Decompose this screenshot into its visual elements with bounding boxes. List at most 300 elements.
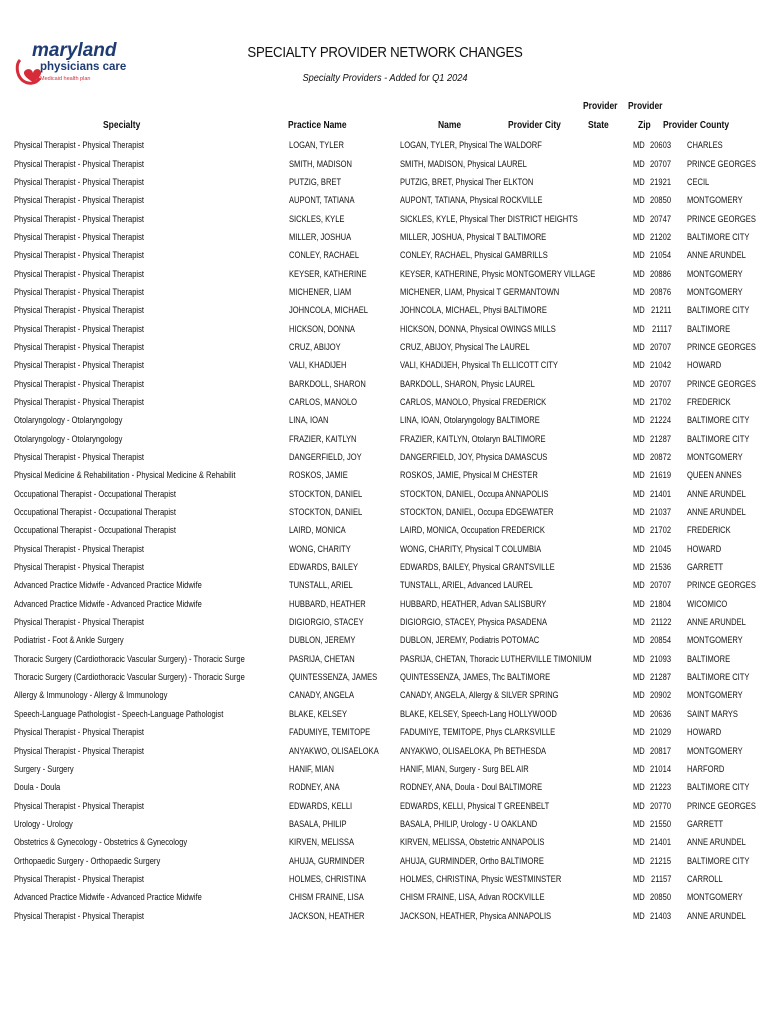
county-cell-text: WICOMICO [687, 598, 728, 609]
practice-name-cell [289, 760, 400, 778]
county-cell [675, 558, 770, 576]
name-city-cell [400, 576, 633, 594]
practice-name-cell [289, 209, 400, 227]
name-city-cell [400, 411, 633, 429]
state-cell-text: MD [632, 195, 645, 206]
name-city-cell [400, 301, 633, 319]
name-city-cell [400, 851, 633, 869]
name-city-cell-text: STOCKTON, DANIEL, Occupa ANNAPOLIS [400, 488, 549, 499]
name-city-cell-text: JACKSON, HEATHER, Physica ANNAPOLIS [400, 910, 552, 921]
zip-cell [649, 540, 676, 558]
zip-cell [649, 906, 676, 924]
zip-cell-text: 21042 [650, 360, 672, 371]
specialty-cell-text: Occupational Therapist - Occupational Therapist [14, 507, 176, 518]
table-row [14, 705, 770, 723]
zip-cell [649, 191, 676, 209]
name-city-cell-text: LOGAN, TYLER, Physical The WALDORF [400, 140, 543, 151]
provider-table [14, 136, 770, 925]
zip-cell [649, 888, 676, 906]
practice-name-cell [289, 595, 400, 613]
practice-name-cell [289, 264, 400, 282]
name-city-cell [400, 521, 633, 539]
county-cell [675, 778, 770, 796]
zip-cell [649, 595, 676, 613]
state-cell [633, 521, 649, 539]
state-cell-text: MD [632, 378, 645, 389]
specialty-cell [14, 631, 289, 649]
state-cell-text: MD [632, 305, 645, 316]
zip-cell-text: 21054 [650, 250, 672, 261]
specialty-cell [14, 613, 289, 631]
state-cell [633, 595, 649, 613]
name-city-cell-text: JOHNCOLA, MICHAEL, Physi BALTIMORE [400, 305, 548, 316]
table-row [14, 668, 770, 686]
specialty-cell [14, 173, 289, 191]
practice-name-cell-text: AUPONT, TATIANA [288, 195, 355, 206]
state-cell-text: MD [632, 341, 645, 352]
practice-name-cell-text: ANYAKWO, OLISAELOKA [288, 745, 379, 756]
county-cell-text: PRINCE GEORGES [687, 341, 757, 352]
practice-name-cell [289, 228, 400, 246]
name-city-cell [400, 778, 633, 796]
county-cell [675, 906, 770, 924]
name-city-cell [400, 430, 633, 448]
specialty-cell [14, 870, 289, 888]
specialty-cell [14, 760, 289, 778]
state-cell [633, 173, 649, 191]
state-cell-text: MD [632, 635, 645, 646]
specialty-cell [14, 393, 289, 411]
table-row [14, 191, 770, 209]
zip-cell [649, 393, 676, 411]
zip-cell [649, 209, 676, 227]
zip-cell-text: 21702 [650, 525, 672, 536]
specialty-cell-text: Physical Therapist - Physical Therapist [14, 617, 144, 628]
county-cell-text: FREDERICK [687, 525, 732, 536]
header-practice-name: Practice Name [288, 120, 347, 131]
state-cell [633, 430, 649, 448]
name-city-cell-text: ROSKOS, JAMIE, Physical M CHESTER [400, 470, 538, 481]
specialty-cell [14, 301, 289, 319]
name-city-cell [400, 595, 633, 613]
practice-name-cell [289, 466, 400, 484]
county-cell [675, 136, 770, 154]
state-cell-text: MD [632, 837, 645, 848]
state-cell-text: MD [632, 360, 645, 371]
specialty-cell-text: Urology - Urology [14, 818, 73, 829]
name-city-cell [400, 209, 633, 227]
zip-cell-text: 21122 [651, 617, 672, 628]
county-cell [675, 338, 770, 356]
name-city-cell-text: DIGIORGIO, STACEY, Physica PASADENA [400, 617, 548, 628]
state-cell-text: MD [632, 213, 645, 224]
practice-name-cell [289, 558, 400, 576]
table-row [14, 319, 770, 337]
specialty-cell-text: Physical Therapist - Physical Therapist [14, 213, 144, 224]
zip-cell [649, 136, 676, 154]
table-row [14, 760, 770, 778]
state-cell [633, 760, 649, 778]
practice-name-cell [289, 191, 400, 209]
specialty-cell-text: Advanced Practice Midwife - Advanced Practice Midwife [14, 580, 202, 591]
table-row [14, 870, 770, 888]
name-city-cell-text: AHUJA, GURMINDER, Ortho BALTIMORE [400, 855, 545, 866]
county-cell-text: HOWARD [687, 543, 722, 554]
county-cell [675, 466, 770, 484]
specialty-cell-text: Physical Therapist - Physical Therapist [14, 378, 144, 389]
county-cell [675, 283, 770, 301]
practice-name-cell [289, 319, 400, 337]
specialty-cell [14, 430, 289, 448]
county-cell-text: GARRETT [687, 562, 724, 573]
county-cell-text: PRINCE GEORGES [687, 213, 757, 224]
state-cell-text: MD [632, 690, 645, 701]
state-cell-text: MD [632, 708, 645, 719]
specialty-cell-text: Physical Therapist - Physical Therapist [14, 745, 144, 756]
practice-name-cell [289, 650, 400, 668]
logo-wordmark-maryland: maryland [32, 40, 117, 61]
practice-name-cell-text: EDWARDS, KELLI [288, 800, 352, 811]
specialty-cell-text: Otolaryngology - Otolaryngology [14, 415, 123, 426]
table-row [14, 778, 770, 796]
name-city-cell [400, 760, 633, 778]
state-cell [633, 870, 649, 888]
county-cell-text: PRINCE GEORGES [687, 378, 757, 389]
specialty-cell [14, 246, 289, 264]
state-cell [633, 264, 649, 282]
name-city-cell-text: SICKLES, KYLE, Physical Ther DISTRICT HEIGHTS [400, 213, 579, 224]
practice-name-cell [289, 448, 400, 466]
zip-cell-text: 20707 [650, 378, 672, 389]
zip-cell [649, 870, 676, 888]
specialty-cell [14, 485, 289, 503]
practice-name-cell-text: DIGIORGIO, STACEY [288, 617, 364, 628]
practice-name-cell-text: BLAKE, KELSEY [288, 708, 347, 719]
county-cell [675, 870, 770, 888]
table-row [14, 264, 770, 282]
table-row [14, 485, 770, 503]
county-cell-text: BALTIMORE CITY [687, 433, 750, 444]
practice-name-cell-text: KEYSER, KATHERINE [288, 268, 367, 279]
practice-name-cell-text: CRUZ, ABIJOY [288, 341, 341, 352]
zip-cell [649, 430, 676, 448]
practice-name-cell-text: LINA, IOAN [288, 415, 329, 426]
state-cell [633, 338, 649, 356]
county-cell-text: ANNE ARUNDEL [687, 488, 747, 499]
state-cell-text: MD [632, 873, 645, 884]
specialty-cell-text: Physical Therapist - Physical Therapist [14, 195, 144, 206]
practice-name-cell [289, 485, 400, 503]
table-row [14, 411, 770, 429]
state-cell-text: MD [632, 745, 645, 756]
county-cell-text: BALTIMORE CITY [687, 305, 750, 316]
specialty-cell-text: Physical Therapist - Physical Therapist [14, 452, 144, 463]
zip-cell-text: 21211 [651, 305, 672, 316]
practice-name-cell [289, 741, 400, 759]
zip-cell-text: 21804 [650, 598, 672, 609]
specialty-cell [14, 411, 289, 429]
zip-cell [649, 631, 676, 649]
specialty-cell-text: Physical Therapist - Physical Therapist [14, 158, 144, 169]
practice-name-cell-text: STOCKTON, DANIEL [288, 507, 363, 518]
county-cell [675, 374, 770, 392]
specialty-cell [14, 796, 289, 814]
name-city-cell [400, 613, 633, 631]
header-provider-county: Provider County [663, 120, 730, 131]
practice-name-cell-text: MILLER, JOSHUA [288, 231, 351, 242]
specialty-cell-text: Physical Therapist - Physical Therapist [14, 800, 144, 811]
state-cell-text: MD [632, 580, 645, 591]
zip-cell [649, 778, 676, 796]
practice-name-cell [289, 576, 400, 594]
specialty-cell [14, 209, 289, 227]
specialty-cell [14, 888, 289, 906]
practice-name-cell-text: WONG, CHARITY [288, 543, 351, 554]
zip-cell [649, 686, 676, 704]
specialty-cell [14, 595, 289, 613]
county-cell [675, 448, 770, 466]
specialty-cell-text: Physical Therapist - Physical Therapist [14, 323, 144, 334]
county-cell [675, 521, 770, 539]
practice-name-cell [289, 356, 400, 374]
specialty-cell-text: Allergy & Immunology - Allergy & Immunology [14, 690, 168, 701]
state-cell [633, 851, 649, 869]
table-row [14, 393, 770, 411]
county-cell-text: ANNE ARUNDEL [687, 837, 747, 848]
name-city-cell [400, 705, 633, 723]
zip-cell [649, 668, 676, 686]
county-cell-text: HOWARD [687, 360, 722, 371]
state-cell [633, 374, 649, 392]
county-cell [675, 576, 770, 594]
county-cell [675, 595, 770, 613]
state-cell [633, 485, 649, 503]
specialty-cell [14, 778, 289, 796]
zip-cell [649, 705, 676, 723]
county-cell [675, 888, 770, 906]
practice-name-cell-text: BARKDOLL, SHARON [288, 378, 366, 389]
zip-cell [649, 851, 676, 869]
name-city-cell [400, 485, 633, 503]
county-cell-text: PRINCE GEORGES [687, 580, 757, 591]
practice-name-cell-text: LOGAN, TYLER [288, 140, 344, 151]
state-cell [633, 466, 649, 484]
name-city-cell [400, 723, 633, 741]
table-row [14, 686, 770, 704]
practice-name-cell-text: FADUMIYE, TEMITOPE [288, 727, 370, 738]
county-cell-text: HOWARD [687, 727, 722, 738]
zip-cell-text: 20854 [650, 635, 672, 646]
state-cell [633, 833, 649, 851]
zip-cell [649, 264, 676, 282]
table-row [14, 631, 770, 649]
table-row [14, 209, 770, 227]
name-city-cell [400, 448, 633, 466]
specialty-cell-text: Advanced Practice Midwife - Advanced Practice Midwife [14, 892, 202, 903]
practice-name-cell-text: HOLMES, CHRISTINA [288, 873, 366, 884]
county-cell-text: CHARLES [687, 140, 724, 151]
name-city-cell-text: RODNEY, ANA, Doula - Doul BALTIMORE [400, 782, 543, 793]
practice-name-cell-text: DUBLON, JEREMY [288, 635, 356, 646]
practice-name-cell [289, 796, 400, 814]
name-city-cell-text: FADUMIYE, TEMITOPE, Phys CLARKSVILLE [400, 727, 556, 738]
specialty-cell [14, 448, 289, 466]
practice-name-cell [289, 906, 400, 924]
state-cell-text: MD [632, 415, 645, 426]
zip-cell-text: 21117 [651, 323, 672, 334]
state-cell-text: MD [632, 617, 645, 628]
state-cell-text: MD [632, 910, 645, 921]
zip-cell-text: 21215 [650, 855, 672, 866]
county-cell [675, 760, 770, 778]
specialty-cell-text: Thoracic Surgery (Cardiothoracic Vascular Surgery) - Thoracic Surge [14, 653, 245, 664]
specialty-cell [14, 723, 289, 741]
state-cell [633, 705, 649, 723]
practice-name-cell [289, 154, 400, 172]
zip-cell [649, 558, 676, 576]
table-row [14, 521, 770, 539]
zip-cell [649, 466, 676, 484]
practice-name-cell-text: CHISM FRAINE, LISA [288, 892, 364, 903]
specialty-cell [14, 283, 289, 301]
page-subtitle: Specialty Providers - Added for Q1 2024 [302, 72, 468, 84]
practice-name-cell-text: VALI, KHADIJEH [288, 360, 347, 371]
name-city-cell-text: QUINTESSENZA, JAMES, Thc BALTIMORE [400, 672, 551, 683]
zip-cell-text: 21157 [651, 873, 672, 884]
specialty-cell-text: Podiatrist - Foot & Ankle Surgery [14, 635, 124, 646]
table-row [14, 796, 770, 814]
name-city-cell [400, 319, 633, 337]
county-cell [675, 723, 770, 741]
county-cell [675, 356, 770, 374]
practice-name-cell [289, 851, 400, 869]
name-city-cell [400, 668, 633, 686]
state-cell-text: MD [632, 653, 645, 664]
name-city-cell-text: BASALA, PHILIP, Urology - U OAKLAND [400, 818, 538, 829]
practice-name-cell [289, 503, 400, 521]
state-cell-text: MD [632, 250, 645, 261]
zip-cell-text: 20707 [650, 158, 672, 169]
county-cell [675, 264, 770, 282]
specialty-cell-text: Physical Therapist - Physical Therapist [14, 727, 144, 738]
zip-cell-text: 20636 [650, 708, 672, 719]
zip-cell [649, 374, 676, 392]
county-cell [675, 613, 770, 631]
state-cell-text: MD [632, 598, 645, 609]
specialty-cell [14, 356, 289, 374]
name-city-cell-text: HUBBARD, HEATHER, Advan SALISBURY [400, 598, 547, 609]
zip-cell-text: 21401 [650, 488, 672, 499]
practice-name-cell [289, 723, 400, 741]
county-cell-text: MONTGOMERY [687, 268, 744, 279]
table-row [14, 815, 770, 833]
county-cell [675, 851, 770, 869]
specialty-cell [14, 338, 289, 356]
zip-cell-text: 21401 [650, 837, 672, 848]
county-cell [675, 173, 770, 191]
practice-name-cell [289, 668, 400, 686]
name-city-cell-text: MILLER, JOSHUA, Physical T BALTIMORE [400, 231, 547, 242]
table-row [14, 356, 770, 374]
zip-cell [649, 173, 676, 191]
zip-cell-text: 20872 [650, 452, 672, 463]
specialty-cell-text: Physical Medicine & Rehabilitation - Physical Medicine & Rehabilit [14, 470, 236, 481]
practice-name-cell [289, 411, 400, 429]
practice-name-cell [289, 246, 400, 264]
table-row [14, 888, 770, 906]
county-cell-text: ANNE ARUNDEL [687, 250, 747, 261]
specialty-cell-text: Otolaryngology - Otolaryngology [14, 433, 123, 444]
specialty-cell [14, 136, 289, 154]
header-provider-state-top: Provider [583, 101, 618, 112]
state-cell-text: MD [632, 562, 645, 573]
specialty-cell [14, 374, 289, 392]
county-cell-text: MONTGOMERY [687, 635, 744, 646]
table-row [14, 338, 770, 356]
name-city-cell [400, 650, 633, 668]
county-cell [675, 393, 770, 411]
name-city-cell-text: AUPONT, TATIANA, Physical ROCKVILLE [400, 195, 543, 206]
name-city-cell [400, 246, 633, 264]
name-city-cell-text: MICHENER, LIAM, Physical T GERMANTOWN [400, 286, 560, 297]
name-city-cell [400, 136, 633, 154]
county-cell [675, 228, 770, 246]
county-cell [675, 741, 770, 759]
county-cell-text: QUEEN ANNES [687, 470, 743, 481]
county-cell-text: MONTGOMERY [687, 452, 744, 463]
name-city-cell [400, 631, 633, 649]
state-cell [633, 576, 649, 594]
name-city-cell [400, 741, 633, 759]
state-cell [633, 540, 649, 558]
table-row [14, 851, 770, 869]
state-cell-text: MD [632, 507, 645, 518]
header-provider-zip-top: Provider [628, 101, 663, 112]
state-cell-text: MD [632, 800, 645, 811]
name-city-cell [400, 906, 633, 924]
zip-cell [649, 613, 676, 631]
table-row [14, 466, 770, 484]
county-cell-text: BALTIMORE CITY [687, 672, 750, 683]
zip-cell [649, 283, 676, 301]
practice-name-cell [289, 393, 400, 411]
specialty-cell [14, 540, 289, 558]
name-city-cell-text: TUNSTALL, ARIEL, Advanced LAUREL [400, 580, 533, 591]
name-city-cell-text: KIRVEN, MELISSA, Obstetric ANNAPOLIS [400, 837, 545, 848]
county-cell-text: BALTIMORE CITY [687, 231, 750, 242]
practice-name-cell [289, 870, 400, 888]
specialty-cell [14, 741, 289, 759]
county-cell-text: CECIL [687, 176, 710, 187]
state-cell [633, 448, 649, 466]
specialty-cell [14, 705, 289, 723]
county-cell-text: BALTIMORE CITY [687, 782, 750, 793]
table-row [14, 301, 770, 319]
table-row [14, 540, 770, 558]
table-row [14, 503, 770, 521]
zip-cell-text: 20707 [650, 580, 672, 591]
table-row [14, 613, 770, 631]
logo-tagline: Medicaid health plan [40, 76, 91, 82]
county-cell-text: MONTGOMERY [687, 892, 744, 903]
zip-cell-text: 21403 [650, 910, 672, 921]
name-city-cell [400, 815, 633, 833]
practice-name-cell-text: MICHENER, LIAM [288, 286, 351, 297]
zip-cell-text: 20850 [650, 892, 672, 903]
state-cell [633, 393, 649, 411]
table-row [14, 154, 770, 172]
zip-cell-text: 21037 [650, 507, 672, 518]
